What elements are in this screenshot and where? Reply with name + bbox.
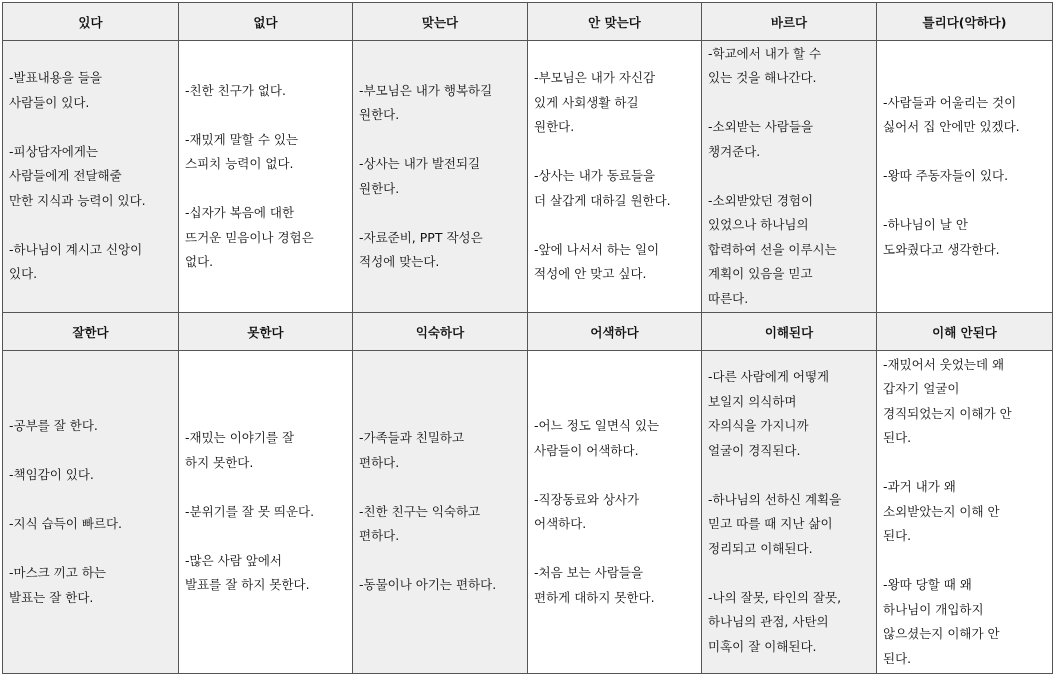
cell-item: -재밌는 이야기를 잘 하지 못한다.: [185, 430, 295, 470]
cell-item: -과거 내가 왜 소외받았는지 이해 안 된다.: [883, 479, 1000, 544]
cell-item: -학교에서 내가 할 수 있는 것을 해나간다.: [708, 45, 822, 86]
header-awkward: 어색하다: [528, 313, 702, 351]
cell-fits: [353, 41, 528, 313]
cell-item: -십자가 복음에 대한 뜨거운 믿음이나 경험은 없다.: [185, 205, 314, 269]
cell-item: -소외받는 사람들을 챙겨준다.: [708, 119, 814, 159]
cell-item: -왕따 당할 때 왜 하나님이 개입하지 않으셨는지 이해가 안 된다.: [883, 577, 1000, 666]
cell-item: -처음 보는 사람들을 편하게 대하지 못한다.: [534, 565, 655, 605]
cell-item: -하나님의 선하신 계획을 믿고 따를 때 지난 삶이 정리되고 이해된다.: [708, 491, 842, 556]
cell-awkward: [528, 351, 702, 674]
cell-item: -많은 사람 앞에서 발표를 잘 하지 못한다.: [185, 552, 310, 593]
cell-item: -재밌어서 웃었는데 왜 갑자기 얼굴이 경직되었는지 이해가 안 된다.: [883, 356, 1012, 446]
cell-not-exists: [179, 41, 353, 313]
cell-item: -자료준비, PPT 작성은 적성에 맞는다.: [359, 229, 483, 269]
cell-item: -하나님이 날 안 도와줬다고 생각한다.: [883, 217, 1000, 257]
emotion-word-table: [2, 2, 1053, 674]
header-not-understood: 이해 안된다: [877, 313, 1053, 351]
cell-not-fits: [528, 41, 702, 313]
cell-item: -하나님이 계시고 신앙이 있다.: [9, 241, 143, 282]
cell-item: -다른 사람에게 어떻게 보일지 의식하며 자의식을 가지니까 얼굴이 경직된다.: [708, 369, 830, 458]
header-right: 바르다: [702, 3, 877, 41]
cell-item: -책임감이 있다.: [9, 467, 94, 482]
cell-item: -마스크 끼고 하는 발표는 잘 한다.: [9, 565, 106, 605]
header-bad-at: 못한다: [179, 313, 353, 351]
cell-item: -부모님은 내가 자신감 있게 사회생활 하길 원한다.: [534, 70, 656, 135]
cell-item: -직장동료와 상사가 어색하다.: [534, 491, 640, 531]
cell-good-at: [3, 351, 179, 674]
cell-item: -소외받았던 경험이 있었으나 하나님의 합력하여 선을 이루시는 계획이 있음을 믿고 따른다.: [708, 192, 837, 306]
cell-item: -부모님은 내가 행복하길 원한다.: [359, 82, 493, 122]
cell-item: -분위기를 잘 못 띄운다.: [185, 503, 315, 519]
document-table-wrapper: [2, 2, 1053, 674]
cell-item: -나의 잘못, 타인의 잘못, 하나님의 관점, 사탄의 미혹이 잘 이해된다.: [708, 589, 842, 654]
header-familiar: 익숙하다: [353, 313, 528, 351]
cell-exists: [3, 41, 179, 313]
content-row-2: [3, 351, 1053, 674]
cell-familiar: [353, 351, 528, 674]
cell-item: -발표내용을 들을 사람들이 있다.: [9, 70, 103, 110]
cell-item: -왕따 주동자들이 있다.: [883, 168, 1009, 184]
cell-right: [702, 41, 877, 313]
header-fits: 맞는다: [353, 3, 528, 41]
header-not-fits: 안 맞는다: [528, 3, 702, 41]
content-row-1: [3, 41, 1053, 313]
cell-not-understood: [877, 351, 1053, 674]
cell-item: -친한 친구가 없다.: [185, 82, 286, 98]
header-row-1: [3, 3, 1053, 41]
cell-bad-at: [179, 351, 353, 674]
cell-item: -앞에 나서서 하는 일이 적성에 안 맞고 싶다.: [534, 241, 660, 282]
cell-item: -지식 습득이 빠르다.: [9, 516, 123, 531]
cell-item: -재밌게 말할 수 있는 스피치 능력이 없다.: [185, 131, 299, 171]
header-understood: 이해된다: [702, 313, 877, 351]
cell-item: -공부를 잘 한다.: [9, 418, 98, 433]
cell-item: -상사는 내가 동료들을 더 살갑게 대하길 원한다.: [534, 168, 671, 208]
cell-item: -어느 정도 일면식 있는 사람들이 어색하다.: [534, 418, 660, 458]
cell-item: -상사는 내가 발전되길 원한다.: [359, 156, 481, 196]
cell-wrong: [877, 41, 1053, 313]
cell-item: -사람들과 어울리는 것이 싫어서 집 안에만 있겠다.: [883, 94, 1020, 135]
header-exists: 있다: [3, 3, 179, 41]
header-wrong: 틀리다(악하다): [877, 3, 1053, 41]
header-good-at: 잘한다: [3, 313, 179, 351]
cell-item: -피상담자에게는 사람들에게 전달해줄 만한 지식과 능력이 있다.: [9, 143, 146, 208]
header-row-2: [3, 313, 1053, 351]
cell-item: -동물이나 아기는 편하다.: [359, 577, 497, 593]
cell-understood: [702, 351, 877, 674]
cell-item: -가족들과 친밀하고 편하다.: [359, 430, 465, 470]
cell-item: -친한 친구는 익숙하고 편하다.: [359, 503, 481, 544]
header-not-exists: 없다: [179, 3, 353, 41]
